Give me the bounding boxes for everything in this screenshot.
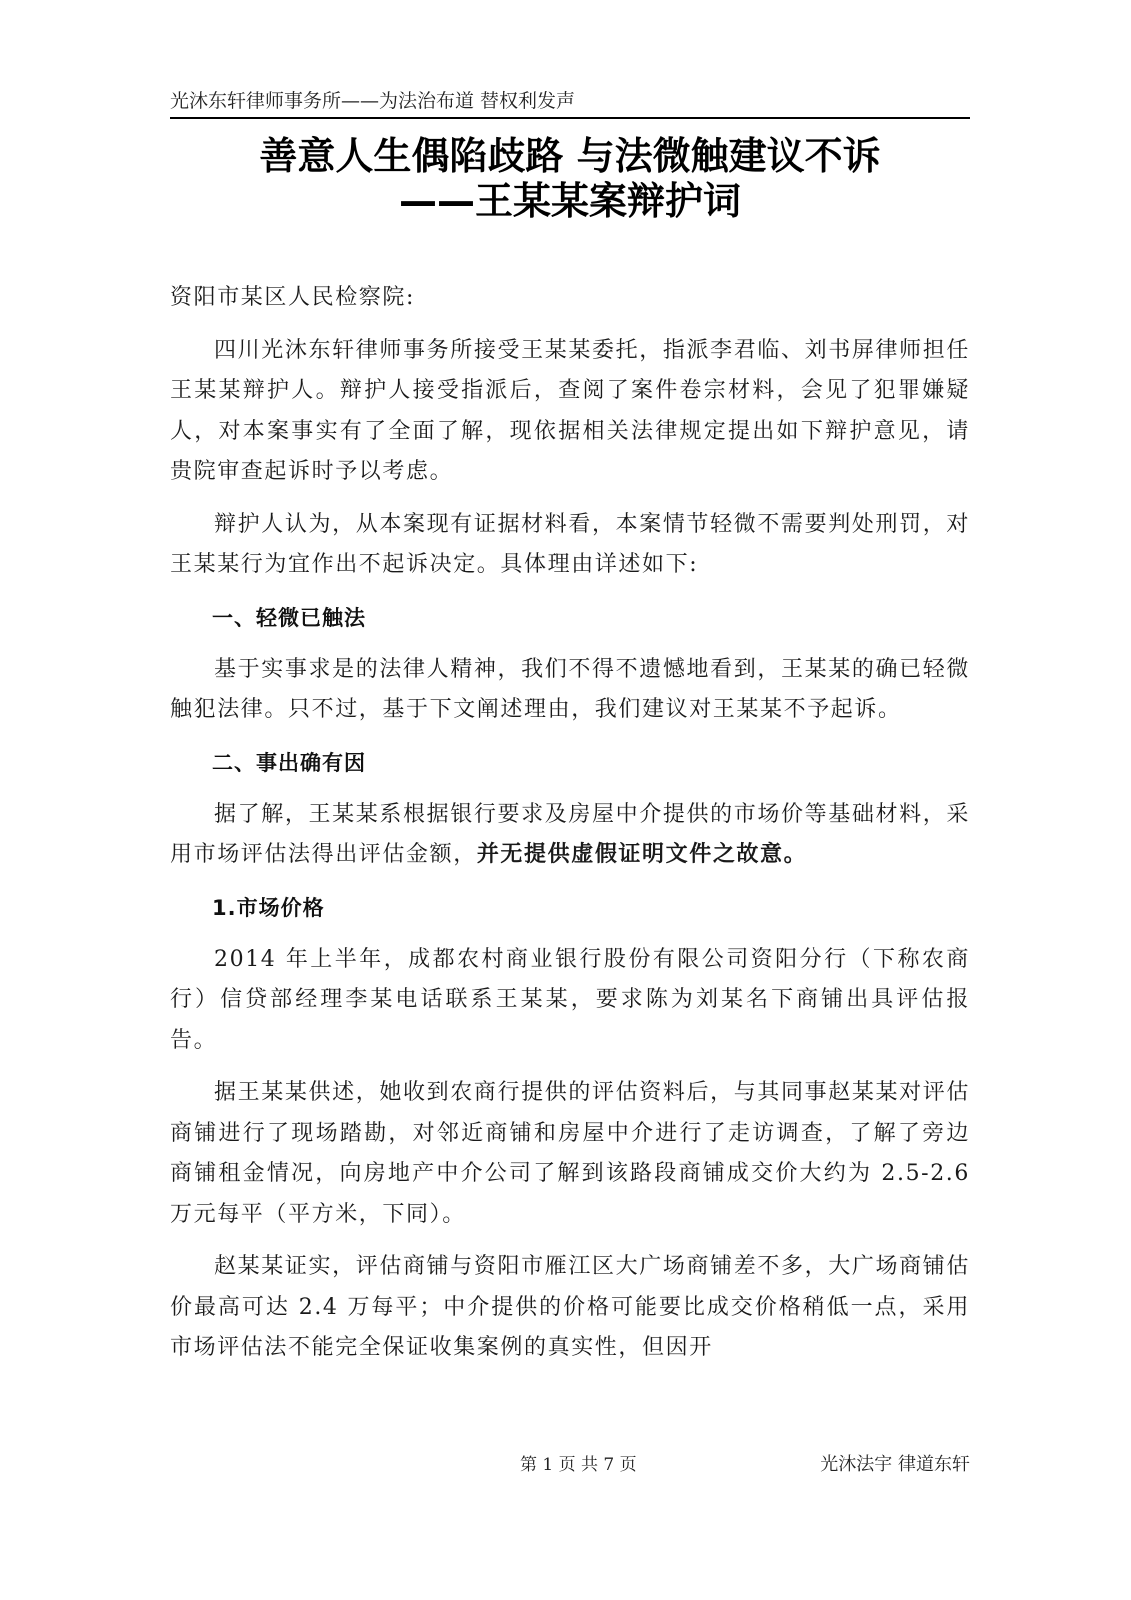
title-line-2: ——王某某案辩护词 [398, 179, 741, 223]
subsection-heading-1: 1.市场价格 [212, 895, 325, 920]
paragraph-market-2: 据王某某供述，她收到农商行提供的评估资料后，与其同事赵某某对评估商铺进行了现场踏勘，对邻近商铺和房屋中介进行了走访调查，了解了旁边商铺租金情况，向房地产中介公司了解到该路段商铺成交价大约为 2.5-2.6 万元每平（平方米，下同）。 [170, 1080, 970, 1227]
page-number: 第 1 页 共 7 页 [520, 1455, 637, 1475]
document-body [170, 278, 970, 1369]
page-footer [170, 1450, 970, 1480]
paragraph-section-2-text: 据了解，王某某系根据银行要求及房屋中介提供的市场价等基础材料，采用市场评估法得出评估金额， [170, 801, 970, 867]
section-heading-2: 二、事出确有因 [212, 750, 366, 775]
paragraph-section-1: 基于实事求是的法律人精神，我们不得不遗憾地看到，王某某的确已轻微触犯法律。只不过，基于下文阐述理由，我们建议对王某某不予起诉。 [170, 656, 970, 722]
addressee: 资阳市某区人民检察院: [170, 285, 416, 310]
page-header [170, 86, 970, 119]
paragraph-section-2-emphasis: 并无提供虚假证明文件之故意。 [476, 842, 808, 867]
section-heading-1: 一、轻微已触法 [212, 605, 366, 630]
paragraph-market-3: 赵某某证实，评估商铺与资阳市雁江区大广场商铺差不多，大广场商铺估价最高可达 2.4 万每平；中介提供的价格可能要比成交价格稍低一点，采用市场评估法不能完全保证收集案例的真实性，但因开 [170, 1254, 970, 1360]
paragraph-intro: 四川光沐东轩律师事务所接受王某某委托，指派李君临、刘书屏律师担任王某某辩护人。辩护人接受指派后，查阅了案件卷宗材料，会见了犯罪嫌疑人，对本案事实有了全面了解，现依据相关法律规定提出如下辩护意见，请贵院审查起诉时予以考虑。 [170, 337, 970, 484]
paragraph-market-1: 2014 年上半年，成都农村商业银行股份有限公司资阳分行（下称农商行）信贷部经理李某电话联系王某某，要求陈为刘某名下商铺出具评估报告。 [170, 946, 970, 1053]
footer-motto: 光沐法宇 律道东轩 [820, 1454, 970, 1475]
title-line-1: 善意人生偶陷歧路 与法微触建议不诉 [259, 134, 881, 178]
paragraph-opinion: 辩护人认为，从本案现有证据材料看，本案情节轻微不需要判处刑罚，对王某某行为宜作出不起诉决定。具体理由详述如下: [170, 511, 970, 577]
document-title [170, 134, 970, 224]
paragraph-section-2 [170, 795, 970, 876]
header-text: 光沐东轩律师事务所——为法治布道 替权利发声 [170, 90, 576, 112]
